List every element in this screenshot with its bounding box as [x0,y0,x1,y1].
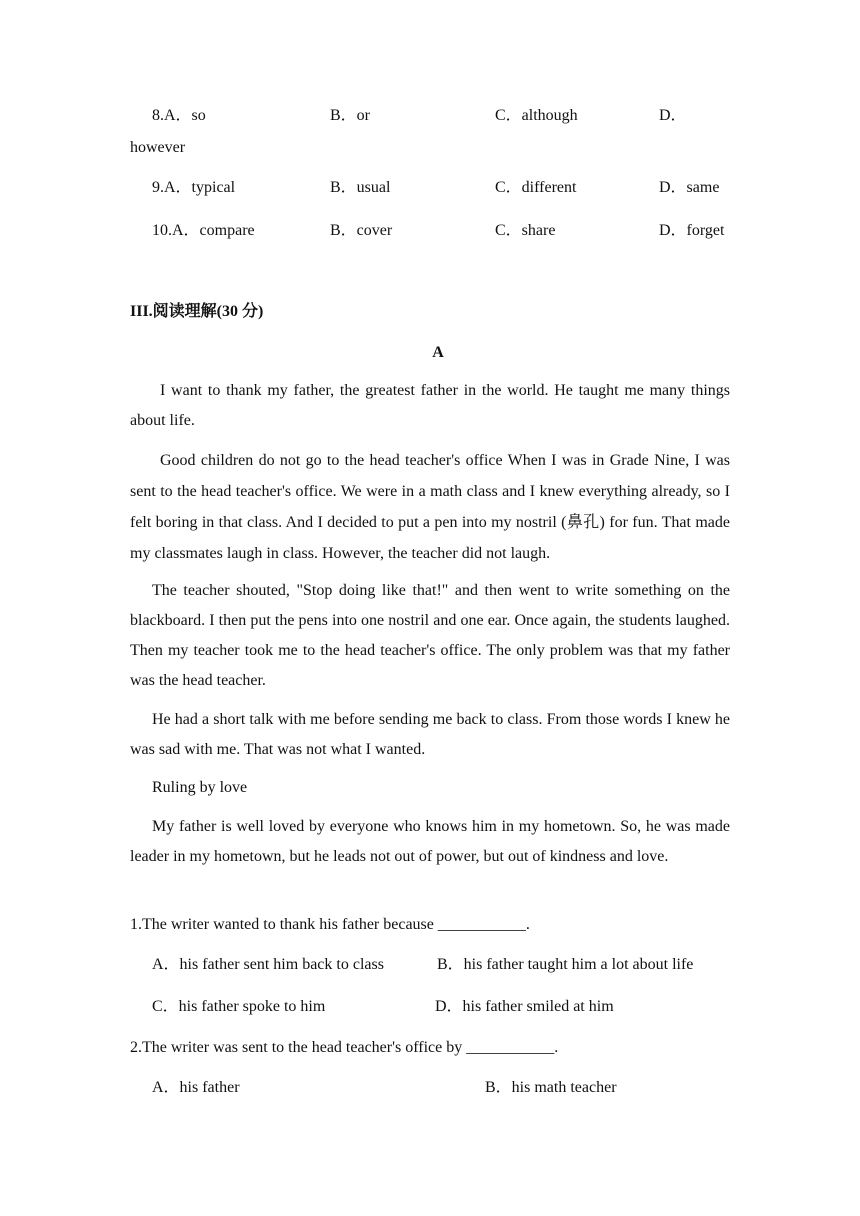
option-b: B．or [330,107,371,124]
option-b: B．cover [330,222,393,239]
question-option[interactable]: B．his math teacher [485,1079,617,1096]
option-d: D． [659,107,687,124]
question-option[interactable]: B．his father taught him a lot about life [437,956,694,973]
option-d-wrapped-text: however [130,139,186,156]
passage-paragraph: My father is well loved by everyone who knows him in my hometown. So, he was made leader in my hometown, but he leads not out of power, but out of kindness and love. [130,818,730,865]
option-c: C．different [495,179,577,196]
options-row-8 [130,101,730,131]
question-option[interactable]: A．his father sent him back to class [152,956,384,973]
passage-paragraph: Good children do not go to the head teacher's office When I was in Grade Nine, I was sent to the head teacher's office. We were in a math class and I knew everything already, so I felt boring in that class. And I decided to put a pen into my nostril (鼻孔) for fun. That made my classmates laugh in class. However, the teacher did not laugh. [130,452,730,562]
option-d: D．same [659,179,720,196]
section-title: III.阅读理解(30 分) [130,303,264,320]
option-a: 8.A．so [152,107,206,124]
options-row-9 [130,173,730,203]
passage-label: A [432,344,444,361]
option-c: C．although [495,107,578,124]
question-option[interactable]: D．his father smiled at him [435,998,614,1015]
question-option[interactable]: A．his father [152,1079,240,1096]
option-a: 10.A．compare [152,222,255,239]
question-option[interactable]: C．his father spoke to him [152,998,326,1015]
question-stem: 2.The writer was sent to the head teacher's office by ___________. [130,1039,559,1056]
option-d: D．forget [659,222,725,239]
passage-paragraph: I want to thank my father, the greatest father in the world. He taught me many things about life. [130,382,730,429]
passage-paragraph: He had a short talk with me before sending me back to class. From those words I knew he was sad with me. That was not what I wanted. [130,711,730,758]
passage-subheading: Ruling by love [152,779,248,796]
option-a: 9.A．typical [152,179,236,196]
question-stem: 1.The writer wanted to thank his father because ___________. [130,916,530,933]
option-c: C．share [495,222,556,239]
passage-paragraph: The teacher shouted, "Stop doing like that!" and then went to write something on the blackboard. I then put the pens into one nostril and one ear. Once again, the students laughed. Then my teacher took me to the head teacher's office. The only problem was that my father was the head teacher. [130,582,730,689]
option-b: B．usual [330,179,391,196]
options-row-10 [130,216,730,246]
